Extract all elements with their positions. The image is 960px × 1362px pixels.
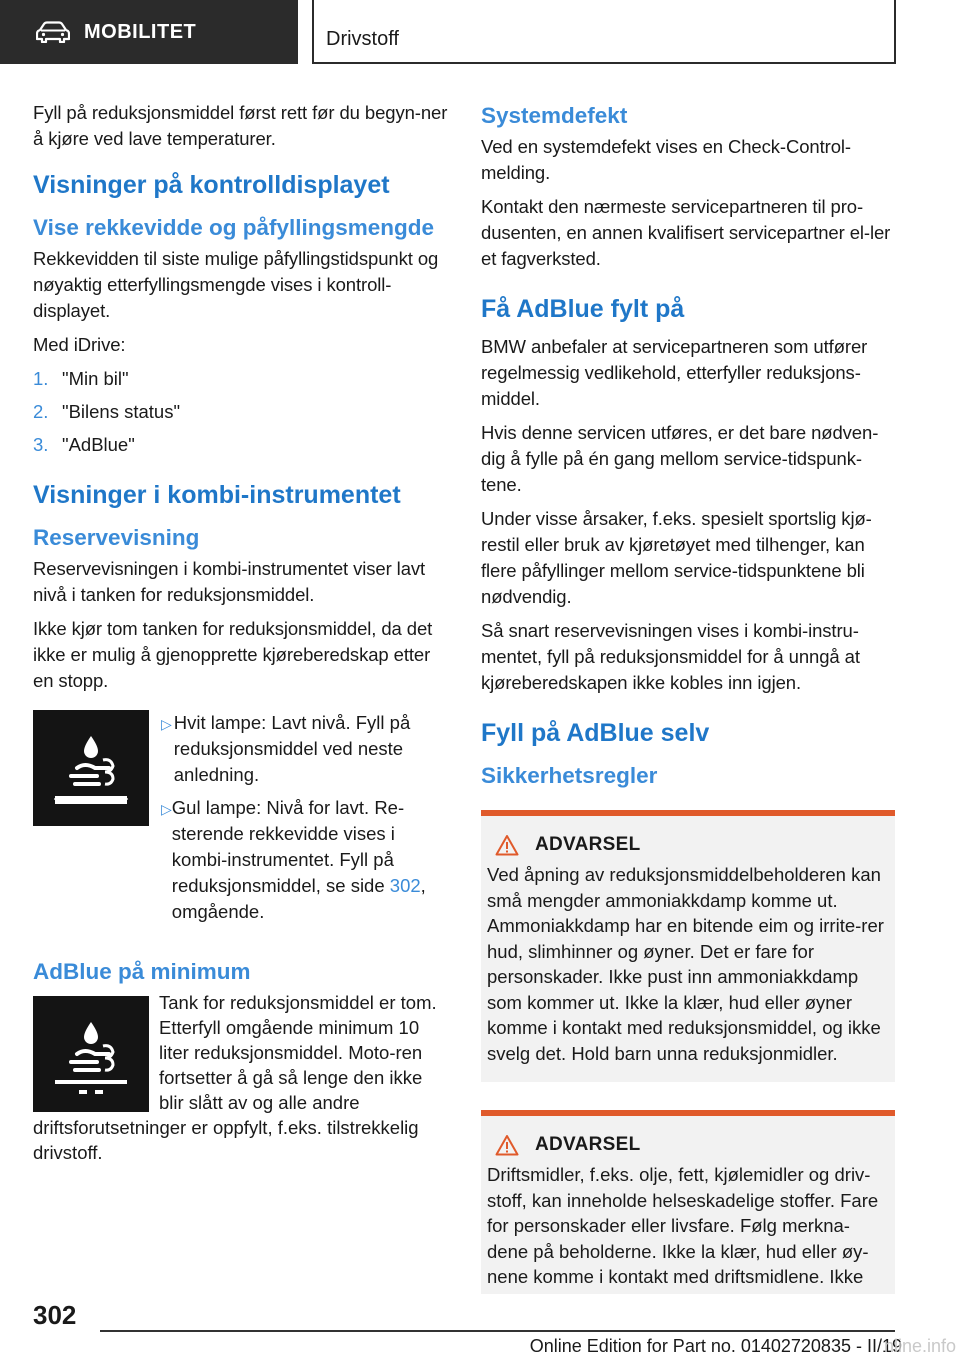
lamp-descriptions — [161, 710, 449, 932]
warning-title: ADVARSEL — [535, 1134, 641, 1155]
page-number: 302 — [33, 1300, 77, 1330]
heading-reserve: Reservevisning — [33, 525, 200, 550]
defect-text-1: Ved en systemdefekt vises en Check-Control-melding. — [481, 136, 851, 183]
step-list — [33, 366, 449, 458]
warning-triangle-icon — [495, 834, 519, 856]
heading-filled: Få AdBlue fylt på — [481, 295, 685, 323]
list-item: ▷ Gul lampe: Nivå for lavt. Re-sterende rekkevidde vises i kombi-instrumentet. Fyll på reduksjonsmiddel, se side 302, omgående. — [161, 795, 449, 925]
list-item: 1. "Min bil" — [33, 368, 129, 389]
lamp-legend — [33, 710, 449, 932]
filled-text-4: Så snart reservevisningen vises i kombi-instru-mentet, fyll på reduksjonsmiddel for å unngå at kjøreberedskapen ikke kobles inn igjen. — [481, 620, 860, 693]
reserve-text-1: Reservevisningen i kombi-instrumentet viser lavt nivå i tanken for reduksjonsmiddel. — [33, 558, 426, 605]
warning-text: Ved åpning av reduksjonsmiddelbeholderen kan små mengder ammoniakkdamp komme ut. Ammoniakkdamp har en bitende eim og irrite-rer hud, slimhinner og øyner. Det er fare for personskader. Ikke pust inn ammoniakkdamp som kommer ut. Ikke la klær, hud eller øyner komme i kontakt med reduksjonsmiddel, og ikke svelg det. Hold barn unna reduksjonmidler. — [487, 864, 884, 1064]
filled-text-3: Under visse årsaker, f.eks. spesielt sportslig kjø-restil eller bruk av kjøretøyet med tilhenger, kan flere påfyllinger mellom service-tidspunktene bli nødvendig. — [481, 508, 872, 607]
page-link[interactable]: 302 — [389, 875, 421, 896]
section-title: MOBILITET — [84, 20, 197, 43]
warning-title: ADVARSEL — [535, 834, 641, 855]
left-column — [33, 100, 449, 1165]
filled-text-2: Hvis denne servicen utføres, er det bare nødven-dig å fylle på én gang mellom service-tidspunk-tene. — [481, 422, 879, 495]
range-text: Rekkevidden til siste mulige påfyllingstidspunkt og nøyaktig etterfyllingsmengde vises i kontroll-displayet. — [33, 248, 439, 321]
warning-box-1 — [481, 810, 895, 1082]
warning-box-2 — [481, 1110, 895, 1294]
car-icon — [36, 21, 70, 43]
chapter-tab — [312, 0, 896, 64]
heading-safety: Sikkerhetsregler — [481, 763, 658, 788]
intro-text: Fyll på reduksjonsmiddel først rett før du begyn-ner å kjøre ved lave temperaturer. — [33, 102, 448, 149]
minimum-text: Tank for reduksjonsmiddel er tom. Etterfyll omgående minimum 10 liter reduksjonsmiddel. Moto-ren fortsetter å gå så lenge den ikke blir slått av og alle andre driftsforutsetninger er oppfylt, f.eks. tilstrekkelig drivstoff. — [33, 992, 437, 1163]
filled-text-1: BMW anbefaler at servicepartneren som utfører regelmessig vedlikehold, etterfyller reduksjons-middel. — [481, 336, 868, 409]
triangle-bullet-icon: ▷ — [161, 716, 172, 732]
idrive-text: Med iDrive: — [33, 334, 126, 355]
defect-text-2: Kontakt den nærmeste servicepartneren til pro-dusenten, en annen kvalifisert servicepartner el-ler et fagverksted. — [481, 196, 891, 269]
watermark: nline.info — [883, 1336, 956, 1356]
adblue-warning-lamp-icon — [33, 710, 149, 826]
footer-divider — [100, 1330, 895, 1332]
heading-self: Fyll på AdBlue selv — [481, 719, 710, 747]
right-column — [481, 100, 895, 1294]
heading-kombi: Visninger i kombi-instrumentet — [33, 481, 401, 509]
reserve-text-2: Ikke kjør tom tanken for reduksjonsmiddel, da det ikke er mulig å gjenopprette kjøreberedskap etter en stopp. — [33, 618, 433, 691]
section-tab — [0, 0, 298, 64]
edition-text: Online Edition for Part no. 01402720835 - II/19 — [529, 1336, 902, 1356]
minimum-block — [33, 990, 449, 1165]
warning-triangle-icon — [495, 1134, 519, 1156]
adblue-minimum-lamp-icon — [33, 996, 149, 1112]
list-item: 2. "Bilens status" — [33, 401, 181, 422]
heading-defect: Systemdefekt — [481, 103, 628, 128]
heading-display: Visninger på kontrolldisplayet — [33, 171, 390, 199]
list-item: 3. "AdBlue" — [33, 434, 135, 455]
chapter-title: Drivstoff — [326, 28, 399, 50]
warning-text: Driftsmidler, f.eks. olje, fett, kjølemidler og driv-stoff, kan inneholde helseskadelige stoffer. Fare for personskader eller livsfare. Følg merkna-dene på beholderne. Ikke la klær, hud eller øy-nene komme i kontakt med driftsmidlene. Ikke — [487, 1164, 879, 1287]
heading-range: Vise rekkevidde og påfyllingsmengde — [33, 215, 434, 240]
list-item: ▷ Hvit lampe: Lavt nivå. Fyll på reduksjonsmiddel ved neste anledning. — [161, 710, 449, 788]
heading-minimum: AdBlue på minimum — [33, 959, 251, 984]
triangle-bullet-icon: ▷ — [161, 801, 172, 817]
